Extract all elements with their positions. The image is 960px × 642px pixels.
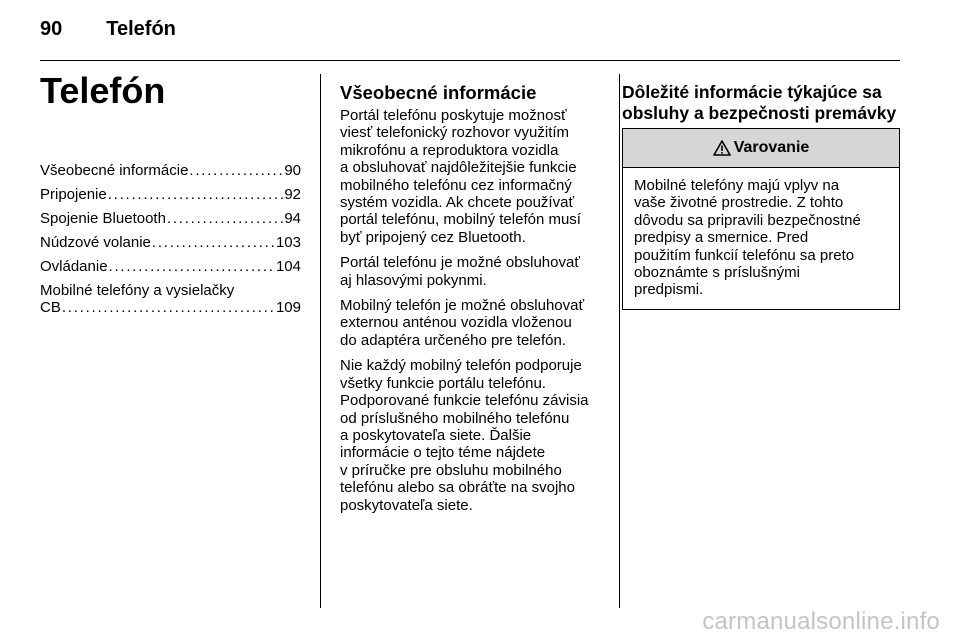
toc-leader bbox=[109, 258, 275, 275]
section-title-general: Všeobecné informácie bbox=[340, 82, 537, 103]
toc-leader bbox=[108, 186, 284, 203]
toc-item-page: 104 bbox=[275, 258, 301, 275]
paragraph: Portál telefónu je možné obsluhovať aj hlasovými pokynmi. bbox=[340, 254, 580, 289]
paragraph: Portál telefónu poskytuje možnosť viesť telefonický rozhovor využitím mikrofónu a reproduktora vozidla a obsluhovať najdôležitejšie funkcie mobilného telefónu cez informačný systém vozidla. Ak chcete používať portál telefónu, mobilný telefón musí byť pripojený cez Bluetooth. bbox=[340, 107, 581, 246]
toc-item-page: 109 bbox=[275, 299, 301, 316]
chapter-column bbox=[40, 70, 301, 323]
toc-item[interactable] bbox=[40, 282, 301, 316]
toc-item-title: Všeobecné informácie bbox=[40, 162, 189, 179]
header-rule bbox=[40, 60, 900, 61]
running-title: Telefón bbox=[106, 17, 176, 40]
toc-item-page: 90 bbox=[284, 162, 301, 179]
toc-item[interactable] bbox=[40, 186, 301, 203]
toc-item-title: Ovládanie bbox=[40, 258, 108, 275]
toc-item-title: CB bbox=[40, 299, 61, 316]
watermark: carmanualsonline.info bbox=[702, 608, 940, 635]
column-divider-1 bbox=[320, 74, 321, 608]
safety-column bbox=[622, 82, 900, 310]
page-number: 90 bbox=[40, 17, 63, 40]
toc-item[interactable] bbox=[40, 162, 301, 179]
toc-item[interactable] bbox=[40, 258, 301, 275]
toc-leader bbox=[167, 210, 283, 227]
toc-leader bbox=[152, 234, 275, 251]
general-info-column bbox=[340, 82, 605, 522]
table-of-contents bbox=[40, 162, 301, 316]
toc-item-title-line1: Mobilné telefóny a vysielačky bbox=[40, 282, 235, 299]
toc-item-page: 103 bbox=[275, 234, 301, 251]
warning-header bbox=[623, 129, 899, 168]
warning-triangle-icon bbox=[713, 140, 731, 156]
paragraph: Podporované funkcie telefónu závisia od príslušného mobilného telefónu a poskytovateľa siete. Ďalšie informácie o tejto téme nájdete v príručke pre obsluhu mobilného telefónu alebo sa obráťte na svojho poskytovateľa siete. bbox=[340, 392, 589, 514]
warning-label: Varovanie bbox=[733, 139, 810, 156]
toc-item-title: Pripojenie bbox=[40, 186, 107, 203]
paragraph: Mobilný telefón je možné obsluhovať externou anténou vozidla vloženou do adaptéra určeného pre telefón. bbox=[340, 297, 585, 349]
column-divider-2 bbox=[619, 74, 620, 608]
toc-item[interactable] bbox=[40, 210, 301, 227]
toc-leader bbox=[62, 299, 275, 316]
page-header bbox=[40, 14, 176, 44]
toc-item-title: Núdzové volanie bbox=[40, 234, 151, 251]
toc-item-title: Spojenie Bluetooth bbox=[40, 210, 166, 227]
toc-item-page: 94 bbox=[284, 210, 301, 227]
toc-item[interactable] bbox=[40, 234, 301, 251]
toc-leader bbox=[189, 162, 283, 179]
warning-box bbox=[622, 128, 900, 310]
toc-item-page: 92 bbox=[284, 186, 301, 203]
warning-text: Mobilné telefóny majú vplyv na vaše životné prostredie. Z tohto dôvodu sa pripravili bezpečnostné predpisy a smernice. Pred použitím funkcií telefónu sa preto oboznámte s príslušnými predpismi. bbox=[634, 177, 861, 299]
chapter-title: Telefón bbox=[40, 70, 166, 111]
paragraph: Nie každý mobilný telefón podporuje všetky funkcie portálu telefónu. bbox=[340, 357, 582, 392]
section-title-safety: Dôležité informácie týkajúce sa obsluhy a bezpečnosti premávky bbox=[622, 82, 897, 123]
